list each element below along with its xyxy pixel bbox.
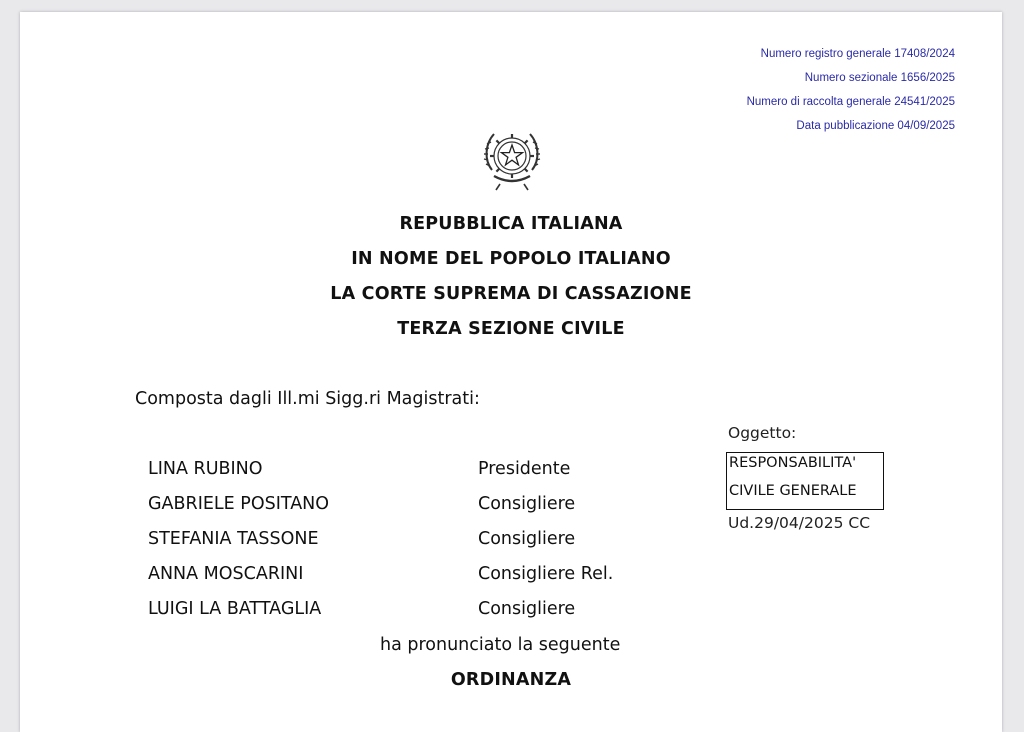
heading-corte-suprema: LA CORTE SUPREMA DI CASSAZIONE <box>330 284 692 304</box>
emblem-of-italy-icon <box>482 126 542 192</box>
data-pubblicazione: Data pubblicazione 04/09/2025 <box>796 120 955 132</box>
magistrate-name: LINA RUBINO <box>148 459 263 479</box>
composta-intro: Composta dagli Ill.mi Sigg.ri Magistrati: <box>135 389 480 409</box>
numero-sezionale: Numero sezionale 1656/2025 <box>804 72 955 84</box>
magistrate-name: ANNA MOSCARINI <box>148 564 304 584</box>
numero-raccolta-generale: Numero di raccolta generale 24541/2025 <box>746 96 955 108</box>
magistrate-name: GABRIELE POSITANO <box>148 494 330 514</box>
heading-terza-sezione-civile: TERZA SEZIONE CIVILE <box>397 319 625 339</box>
oggetto-line-2: CIVILE GENERALE <box>729 483 857 499</box>
magistrate-role: Presidente <box>478 459 571 479</box>
oggetto-line-1: RESPONSABILITA' <box>729 455 857 471</box>
magistrate-name: LUIGI LA BATTAGLIA <box>148 599 322 619</box>
magistrate-role: Consigliere <box>478 599 576 619</box>
udienza-date: Ud.29/04/2025 CC <box>728 514 871 532</box>
heading-in-nome-del-popolo: IN NOME DEL POPOLO ITALIANO <box>351 249 671 269</box>
document-page <box>20 12 1002 732</box>
magistrate-role: Consigliere <box>478 529 576 549</box>
ordinanza-title: ORDINANZA <box>450 670 572 690</box>
magistrate-name: STEFANIA TASSONE <box>148 529 319 549</box>
numero-registro-generale: Numero registro generale 17408/2024 <box>760 48 955 60</box>
magistrate-role: Consigliere <box>478 494 576 514</box>
pronunciato-text: ha pronunciato la seguente <box>380 635 621 655</box>
oggetto-box <box>726 452 884 510</box>
heading-repubblica-italiana: REPUBBLICA ITALIANA <box>399 214 623 234</box>
oggetto-label: Oggetto: <box>728 424 797 442</box>
magistrate-role: Consigliere Rel. <box>478 564 614 584</box>
